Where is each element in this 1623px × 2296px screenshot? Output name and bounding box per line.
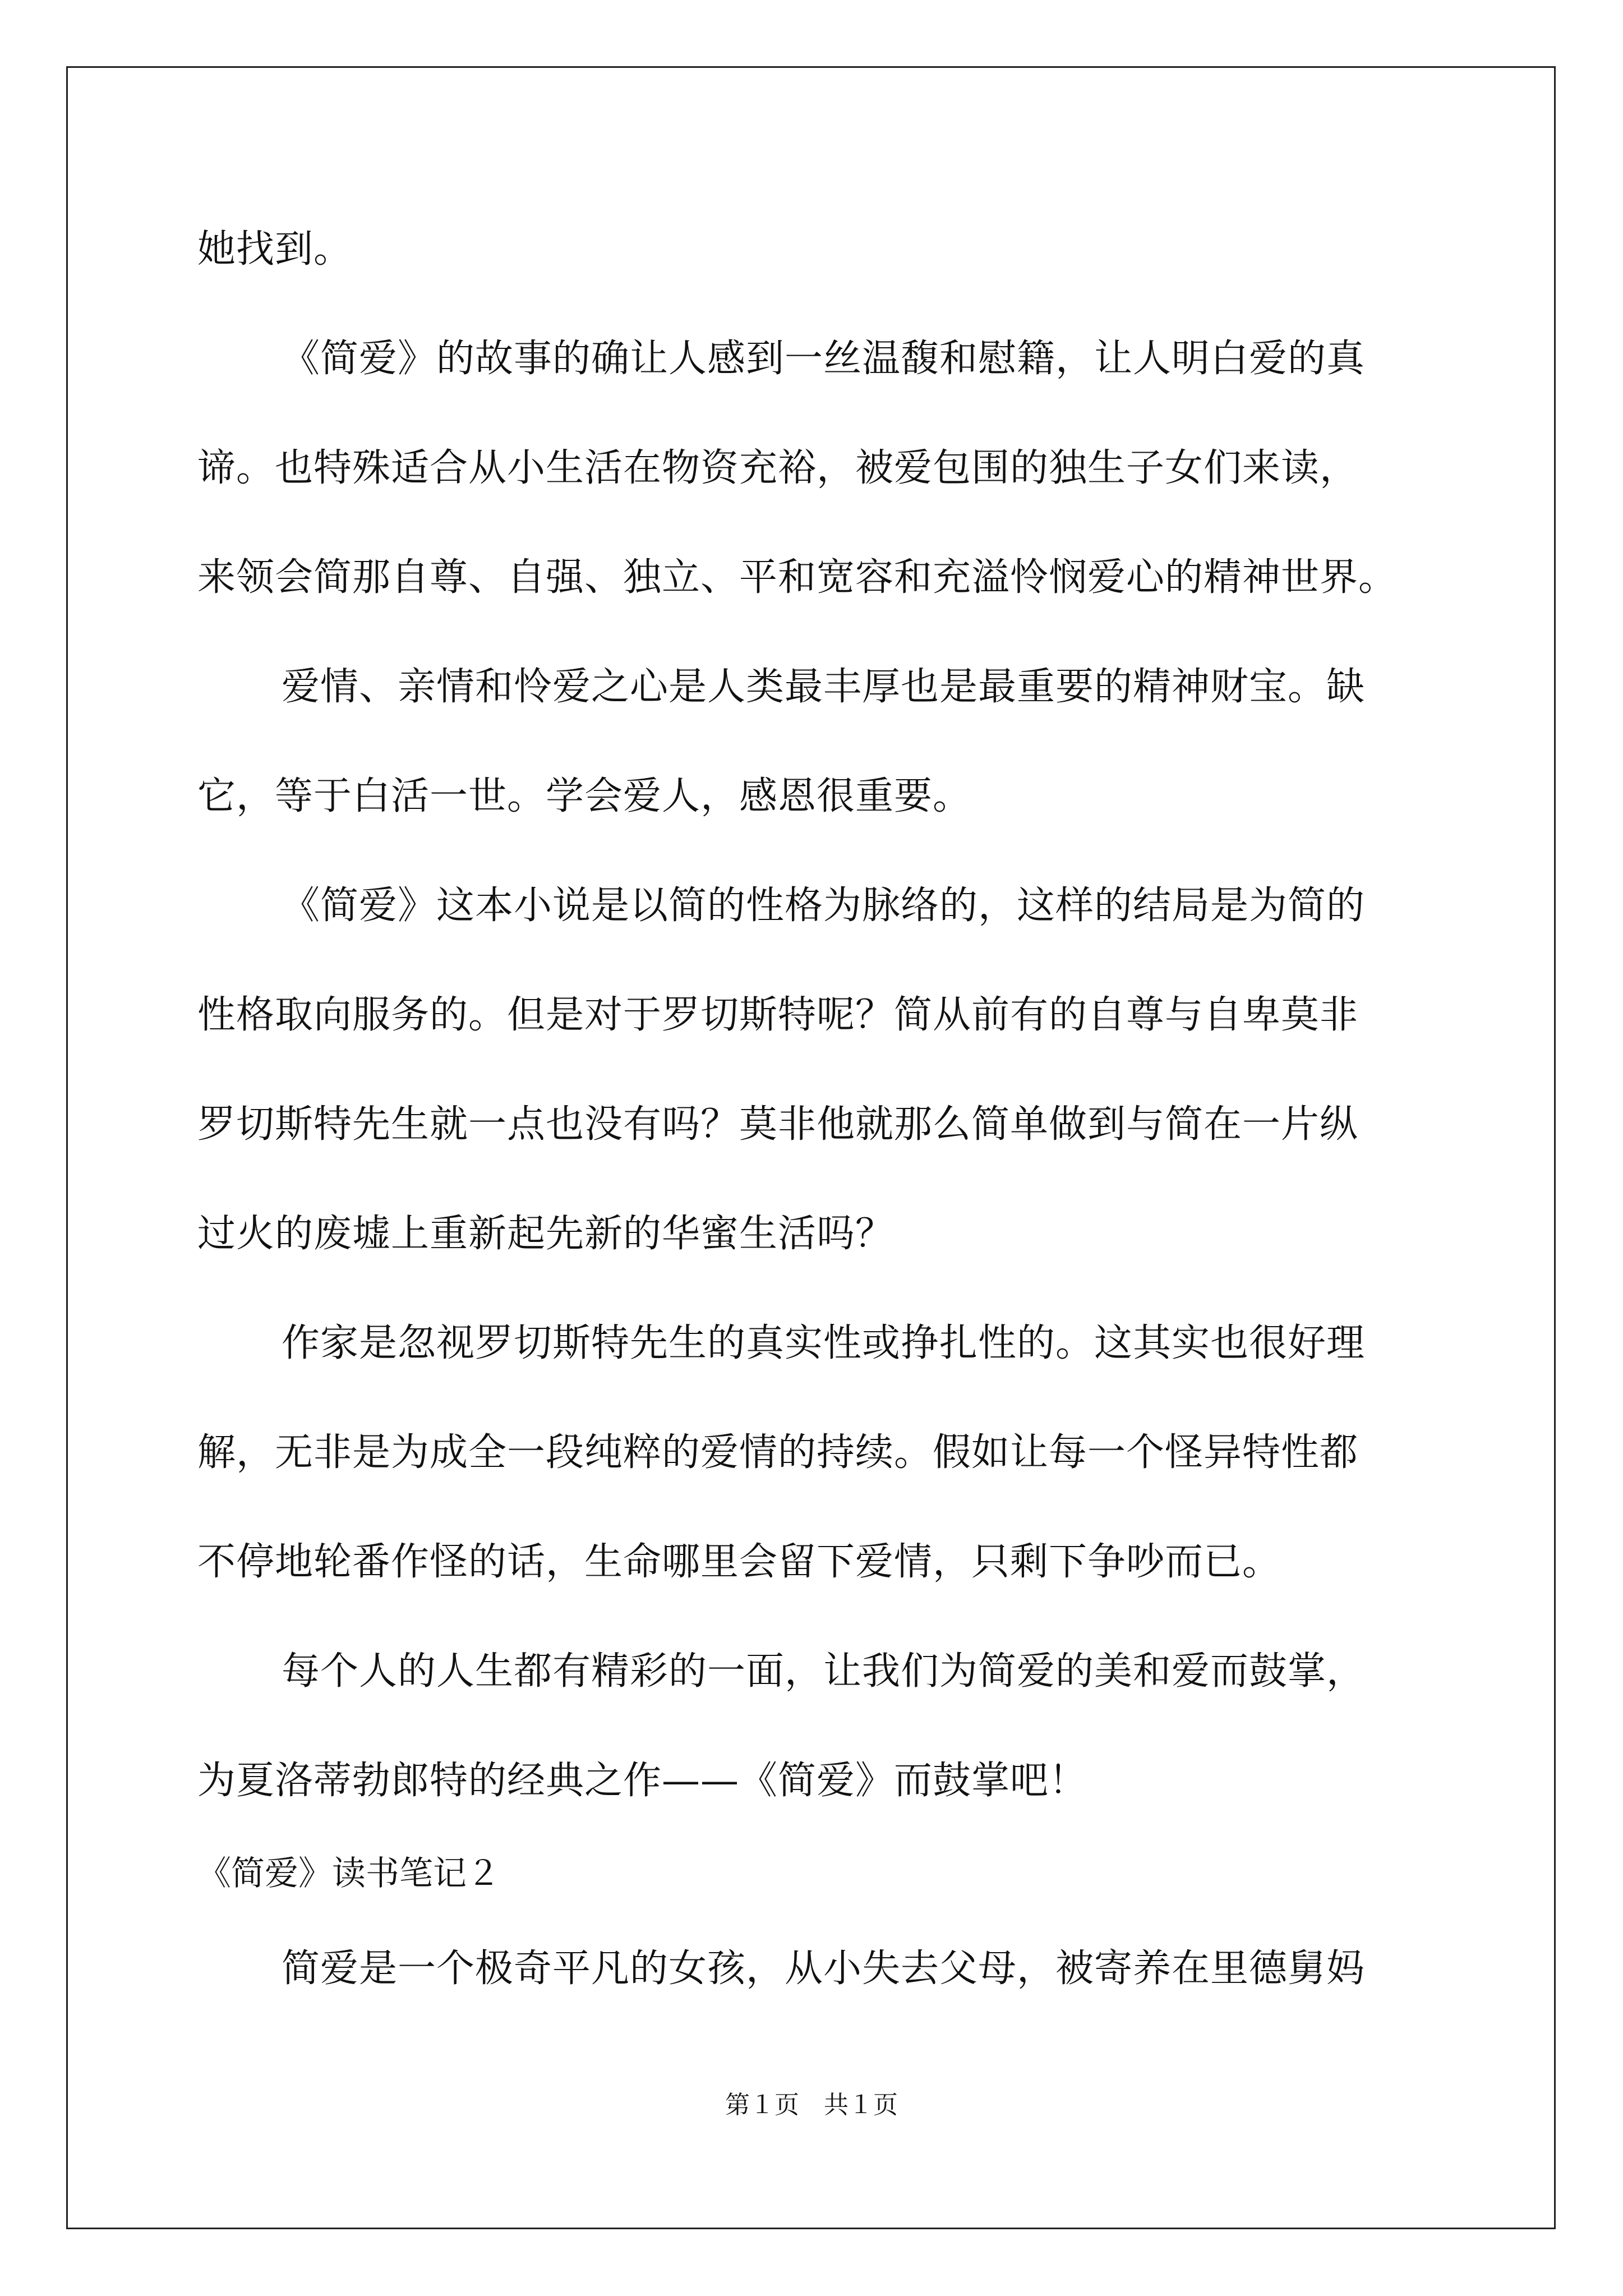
text-line: 她找到。 (197, 227, 353, 272)
text-line: 作家是忽视罗切斯特先生的真实性或挣扎性的。这其实也很好理 (282, 1321, 1366, 1365)
text-line: 简爱是一个极奇平凡的女孩，从小失去父母，被寄养在里德舅妈 (282, 1947, 1366, 1991)
text-line: 《简爱》的故事的确让人感到一丝温馥和慰籍，让人明白爱的真 (282, 337, 1366, 381)
text-line: 爱情、亲情和怜爱之心是人类最丰厚也是最重要的精神财宝。缺 (282, 665, 1366, 709)
text-line: 性格取向服务的。但是对于罗切斯特呢？简从前有的自尊与自卑莫非 (197, 993, 1359, 1037)
text-line: 不停地轮番作怪的话，生命哪里会留下爱情，只剩下争吵而已。 (197, 1540, 1281, 1584)
text-line: 来领会简那自尊、自强、独立、平和宽容和充溢怜悯爱心的精神世界。 (197, 555, 1398, 600)
text-line: 它，等于白活一世。学会爱人，感恩很重要。 (197, 774, 972, 818)
text-line: 谛。也特殊适合从小生活在物资充裕，被爱包围的独生子女们来读， (197, 446, 1359, 490)
text-line: 过火的废墟上重新起先新的华蜜生活吗？ (197, 1212, 895, 1256)
text-line: 解，无非是为成全一段纯粹的爱情的持续。假如让每一个怪异特性都 (197, 1430, 1359, 1475)
text-line: 《简爱》这本小说是以简的性格为脉络的，这样的结局是为简的 (282, 884, 1366, 928)
text-line: 罗切斯特先生就一点也没有吗？莫非他就那么简单做到与简在一片纵 (197, 1102, 1359, 1147)
text-line: 每个人的人生都有精彩的一面，让我们为简爱的美和爱而鼓掌， (282, 1649, 1366, 1694)
section-heading: 《简爱》读书笔记２ (197, 1854, 500, 1893)
text-line: 为夏洛蒂勃郎特的经典之作——《简爱》而鼓掌吧！ (197, 1759, 1088, 1803)
page-footer: 第１页 共１页 (725, 2091, 898, 2119)
